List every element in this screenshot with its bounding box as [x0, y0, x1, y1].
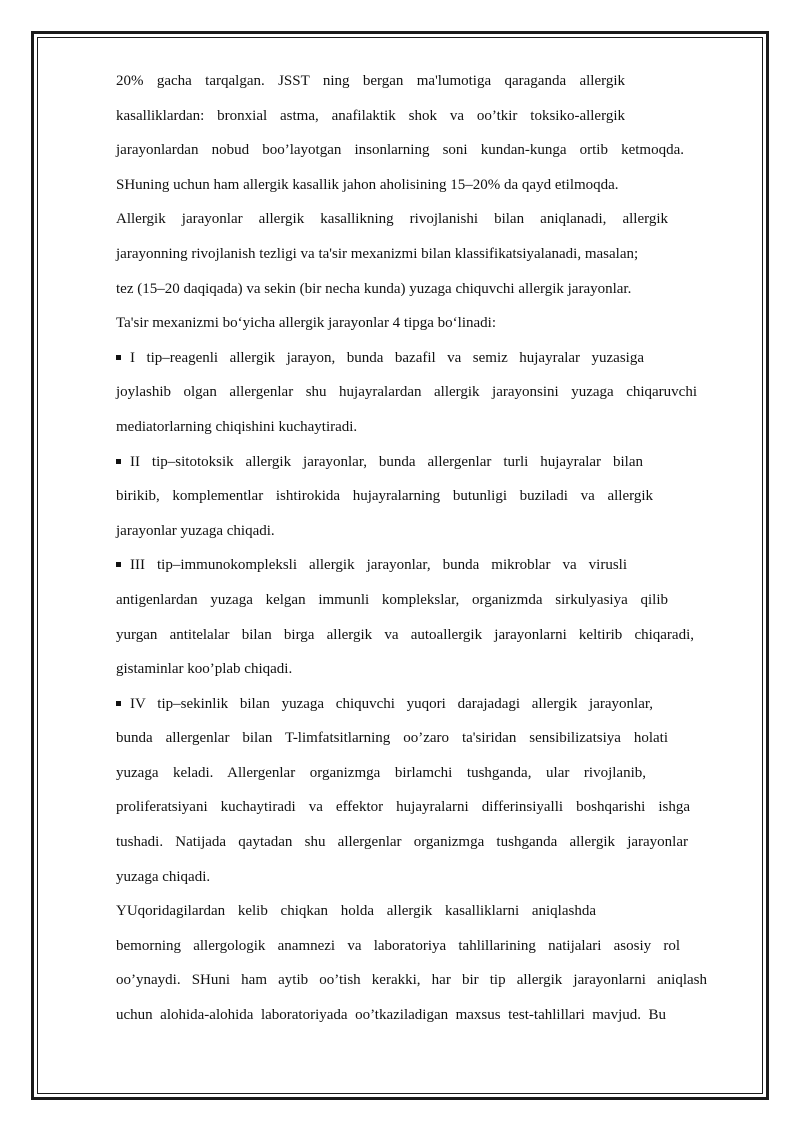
text-line [116, 341, 644, 376]
text-line-content: 20% gacha tarqalgan. JSST ning bergan ma'lumotiga qaraganda allergik [116, 73, 625, 89]
text-line-content: jarayonning rivojlanish tezligi va ta'sir mexanizmi bilan klassifikatsiyalanadi, masalan; [116, 245, 639, 262]
text-line [116, 479, 653, 514]
text-line-content: bunda allergenlar bilan T-limfatsitlarning oo’zaro ta'siridan sensibilizatsiya holati [116, 730, 668, 747]
text-line [116, 583, 668, 618]
text-line [116, 652, 712, 687]
text-line-content: uchun alohida-alohida laboratoriyada oo’tkaziladigan maxsus test-tahlillari mavjud. Bu [116, 1007, 666, 1024]
text-line [116, 894, 596, 929]
text-line [116, 272, 712, 307]
text-line [116, 202, 668, 237]
text-line [116, 514, 712, 549]
text-line [116, 410, 712, 445]
text-line [116, 306, 712, 341]
text-line-content: jarayonlardan nobud boo’layotgan insonlarning soni kundan-kunga ortib ketmoqda. [116, 142, 684, 159]
text-line-content: Allergik jarayonlar allergik kasallikning rivojlanishi bilan aniqlanadi, allergik [116, 211, 668, 228]
text-line-content: yuzaga chiqadi. [116, 868, 211, 885]
text-line [116, 998, 666, 1033]
text-line-content: mediatorlarning chiqishini kuchaytiradi. [116, 418, 358, 435]
text-line [116, 963, 707, 998]
text-line-content: SHuning uchun ham allergik kasallik jahon aholisining 15–20% da qayd etilmoqda. [116, 176, 619, 193]
square-bullet-icon [116, 701, 121, 706]
text-line [116, 375, 697, 410]
text-line [116, 64, 625, 99]
text-line [116, 825, 688, 860]
text-line [116, 860, 712, 895]
text-line-content: joylashib olgan allergenlar shu hujayralardan allergik jarayonsini yuzaga chiqaruvchi [116, 384, 697, 401]
square-bullet-icon [116, 562, 121, 567]
text-line-content: yuzaga keladi. Allergenlar organizmga birlamchi tushganda, ular rivojlanib, [116, 764, 646, 781]
text-line-content: III tip–immunokompleksli allergik jarayonlar, bunda mikroblar va virusli [130, 557, 627, 574]
text-line-content: jarayonlar yuzaga chiqadi. [116, 522, 275, 539]
text-line [116, 929, 680, 964]
document-body [116, 64, 712, 1033]
text-line-content: gistaminlar koo’plab chiqadi. [116, 661, 293, 678]
text-line [116, 168, 712, 203]
text-line [116, 721, 668, 756]
text-line-content: kasalliklardan: bronxial astma, anafilaktik shok va oo’tkir toksiko-allergik [116, 107, 625, 124]
text-line [116, 237, 712, 272]
text-line-content: I tip–reagenli allergik jarayon, bunda bazafil va semiz hujayralar yuzasiga [130, 349, 644, 366]
text-line-content: birikib, komplementlar ishtirokida hujayralarning butunligi buziladi va allergik [116, 488, 653, 505]
text-line-content: bemorning allergologik anamnezi va laboratoriya tahlillarining natijalari asosiy rol [116, 937, 680, 954]
text-line [116, 756, 646, 791]
square-bullet-icon [116, 355, 121, 360]
text-line-content: yurgan antitelalar bilan birga allergik va autoallergik jarayonlarni keltirib chiqaradi, [116, 626, 694, 643]
text-line-content: antigenlardan yuzaga kelgan immunli komplekslar, organizmda sirkulyasiya qilib [116, 591, 668, 608]
text-line-content: tez (15–20 daqiqada) va sekin (bir necha kunda) yuzaga chiquvchi allergik jarayonlar. [116, 280, 632, 297]
text-line [116, 687, 653, 722]
square-bullet-icon [116, 459, 121, 464]
text-line-content: proliferatsiyani kuchaytiradi va effektor hujayralarni differinsiyalli boshqarishi ishga [116, 799, 690, 816]
text-line [116, 445, 643, 480]
text-line [116, 133, 684, 168]
text-line-content: IV tip–sekinlik bilan yuzaga chiquvchi yuqori darajadagi allergik jarayonlar, [130, 695, 653, 712]
text-line [116, 790, 690, 825]
text-line-content: tushadi. Natijada qaytadan shu allergenlar organizmga tushganda allergik jarayonlar [116, 834, 688, 851]
text-line [116, 548, 627, 583]
text-line [116, 618, 694, 653]
text-line-content: YUqoridagilardan kelib chiqkan holda allergik kasalliklarni aniqlashda [116, 903, 596, 920]
text-line-content: II tip–sitotoksik allergik jarayonlar, bunda allergenlar turli hujayralar bilan [130, 453, 643, 470]
text-line-content: Ta'sir mexanizmi bo‘yicha allergik jarayonlar 4 tipga bo‘linadi: [116, 315, 497, 332]
text-line [116, 99, 625, 134]
text-line-content: oo’ynaydi. SHuni ham aytib oo’tish kerakki, har bir tip allergik jarayonlarni aniqlash [116, 972, 707, 989]
